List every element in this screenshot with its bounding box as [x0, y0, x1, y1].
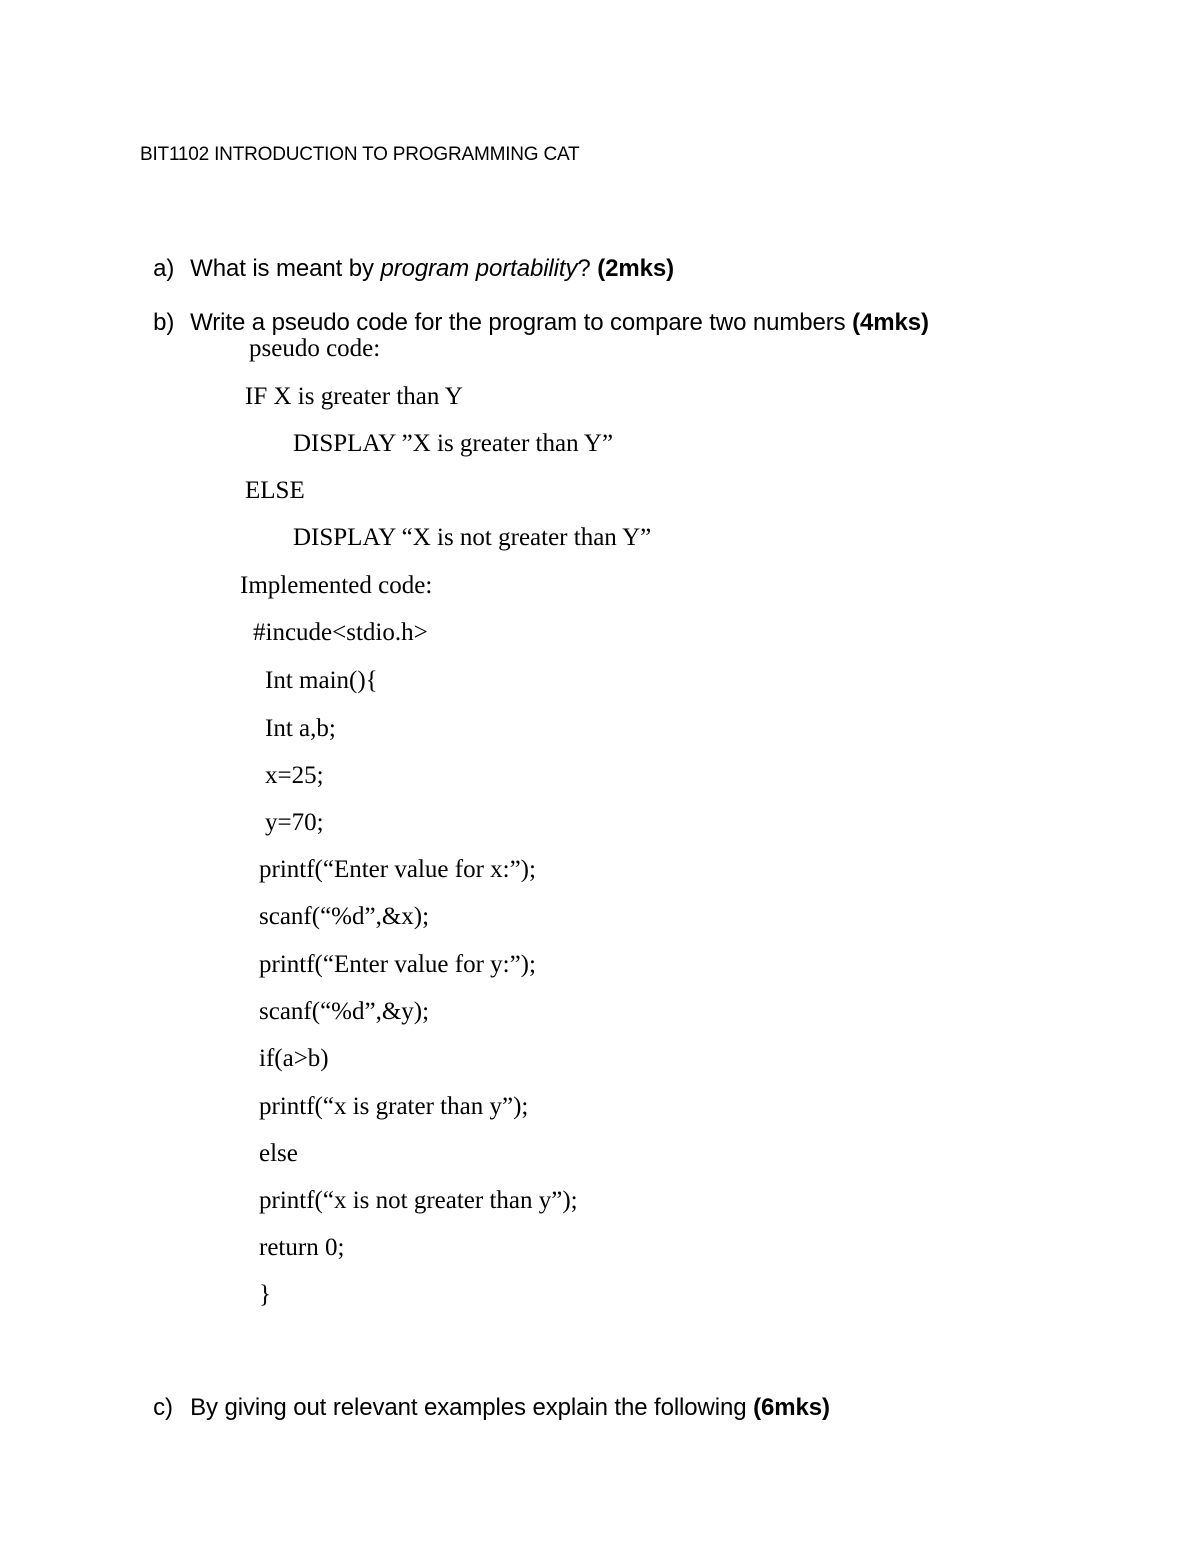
question-b-marks: (4mks)	[852, 309, 929, 336]
code-line: return 0;	[259, 1234, 345, 1261]
question-c-marks: (6mks)	[753, 1394, 830, 1421]
code-line: #incude<stdio.h>	[253, 619, 428, 646]
question-b	[140, 287, 929, 335]
question-c-letter: c)	[153, 1394, 173, 1421]
pseudo-line: ELSE	[245, 477, 305, 504]
document-header: BIT1102 INTRODUCTION TO PROGRAMMING CAT	[140, 144, 580, 165]
code-line: printf(“Enter value for y:”);	[259, 951, 536, 978]
code-line: printf(“x is not greater than y”);	[259, 1187, 578, 1214]
implemented-code-heading: Implemented code:	[240, 572, 433, 599]
question-a-emphasis: program portability	[380, 255, 578, 282]
code-line: Int main(){	[265, 667, 378, 694]
pseudo-line: DISPLAY ”X is greater than Y”	[293, 430, 614, 457]
code-line: y=70;	[265, 809, 324, 836]
question-b-text: Write a pseudo code for the program to compare two numbers	[190, 309, 853, 336]
question-c	[140, 1372, 830, 1420]
code-line: scanf(“%d”,&y);	[259, 998, 430, 1025]
question-a-text-after: ?	[577, 255, 598, 282]
question-c-text: By giving out relevant examples explain the following	[190, 1394, 754, 1421]
question-a-marks: (2mks)	[597, 255, 674, 282]
code-line: printf(“x is grater than y”);	[259, 1093, 529, 1120]
code-line: scanf(“%d”,&x);	[259, 903, 430, 930]
code-line: else	[259, 1140, 298, 1167]
code-line: x=25;	[265, 762, 324, 789]
pseudo-code-heading: pseudo code:	[249, 335, 381, 362]
code-line: printf(“Enter value for x:”);	[259, 856, 536, 883]
question-b-letter: b)	[153, 309, 175, 336]
question-a-letter: a)	[153, 255, 175, 282]
code-line: if(a>b)	[259, 1045, 329, 1072]
code-line: Int a,b;	[265, 715, 336, 742]
question-a	[140, 233, 674, 281]
code-line: }	[259, 1281, 271, 1308]
pseudo-line: IF X is greater than Y	[245, 383, 463, 410]
question-a-text: What is meant by	[190, 255, 381, 282]
pseudo-line: DISPLAY “X is not greater than Y”	[293, 524, 652, 551]
